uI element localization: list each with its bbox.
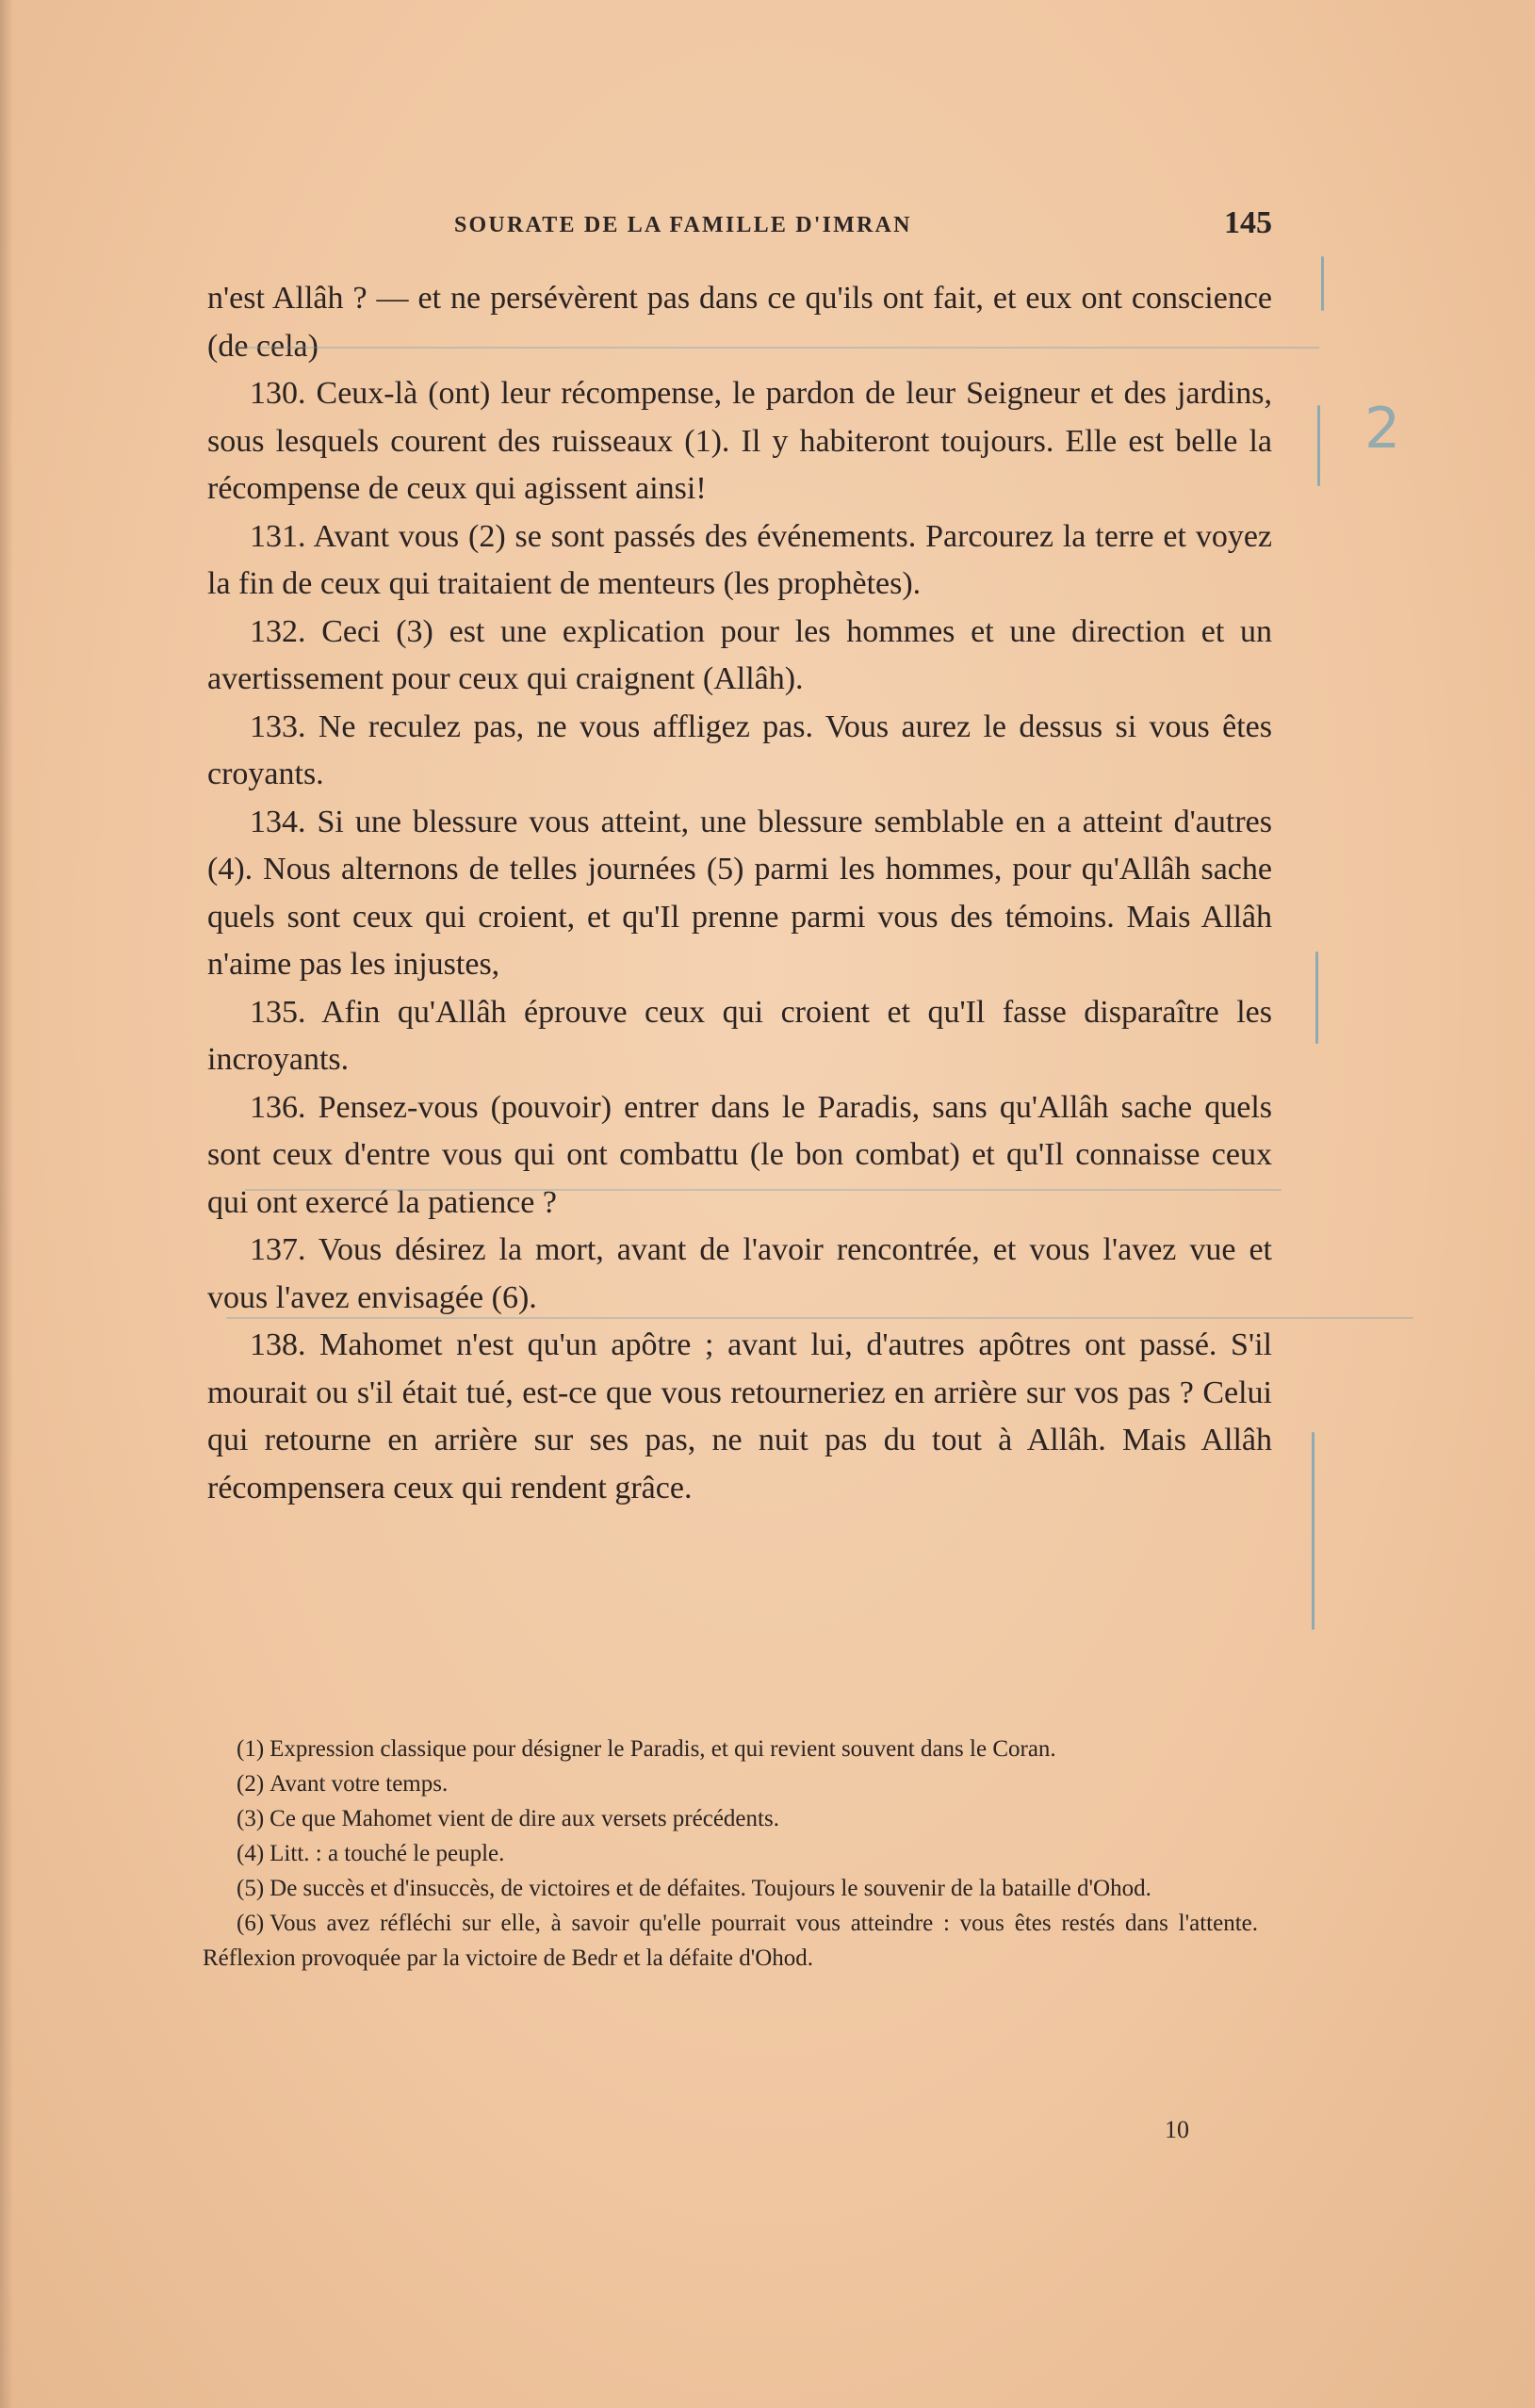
footnote-text: Ce que Mahomet vient de dire aux versets précédents. bbox=[269, 1806, 779, 1831]
verse-paragraph: 133. Ne reculez pas, ne vous affligez pas. Vous aurez le dessus si vous êtes croyants. bbox=[207, 708, 1272, 791]
verse-paragraph: 136. Pensez-vous (pouvoir) entrer dans le Paradis, sans qu'Allâh sache quels sont ceux d'entre vous qui ont combattu (le bon combat) et qu'Il connaisse ceux qui ont exercé la patience ? bbox=[207, 1089, 1272, 1220]
page-header bbox=[207, 205, 1272, 247]
footnote bbox=[203, 1836, 1258, 1871]
footnote-number: (3) bbox=[237, 1806, 265, 1831]
footnote bbox=[203, 1766, 1258, 1801]
signature-mark: 10 bbox=[1165, 2116, 1189, 2143]
verse-paragraph: 135. Afin qu'Allâh éprouve ceux qui croient et qu'Il fasse disparaître les incroyants. bbox=[207, 994, 1272, 1077]
page-edge-shadow bbox=[0, 0, 13, 2408]
margin-pencil-line bbox=[1315, 952, 1318, 1044]
footnote-number: (2) bbox=[237, 1771, 265, 1797]
footnote-text: Vous avez réfléchi sur elle, à savoir qu'elle pourrait vous atteindre : vous êtes restés dans l'attente. Réflexion provoquée par la victoire de Bedr et la défaite d'Ohod. bbox=[203, 1911, 1258, 1971]
footnote-number: (6) bbox=[237, 1911, 265, 1936]
verse-paragraph: n'est Allâh ? — et ne persévèrent pas dans ce qu'ils ont fait, et eux ont conscience (de cela) bbox=[207, 281, 1272, 364]
margin-pencil-underline bbox=[226, 1317, 1413, 1319]
footnote bbox=[203, 1801, 1258, 1836]
verse-paragraph: 132. Ceci (3) est une explication pour les hommes et une direction et un avertissement pour ceux qui craignent (Allâh). bbox=[207, 613, 1272, 696]
footnote bbox=[203, 1906, 1258, 1976]
running-title: SOURATE DE LA FAMILLE D'IMRAN bbox=[454, 213, 912, 237]
footnote bbox=[203, 1871, 1258, 1906]
footnote-number: (4) bbox=[237, 1841, 265, 1866]
margin-pencil-line bbox=[1317, 405, 1320, 486]
footnote-text: De succès et d'insuccès, de victoires et de défaites. Toujours le souvenir de la bataille d'Ohod. bbox=[269, 1876, 1151, 1901]
footnote-number: (1) bbox=[237, 1736, 265, 1762]
footnote bbox=[203, 1732, 1258, 1766]
verse-paragraph: 138. Mahomet n'est qu'un apôtre ; avant lui, d'autres apôtres ont passé. S'il mourait ou s'il était tué, est-ce que vous retourneriez en arrière sur vos pas ? Celui qui retourne en arrière sur ses pas, ne nuit pas du tout à Allâh. Mais Allâh récompensera ceux qui rendent grâce. bbox=[207, 1327, 1272, 1505]
footnote-text: Litt. : a touché le peuple. bbox=[269, 1841, 505, 1866]
verse-paragraph: 134. Si une blessure vous atteint, une blessure semblable en a atteint d'autres (4). Nous alternons de telles journées (5) parmi les hommes, pour qu'Allâh sache quels sont ceux qui croient, et qu'Il prenne parmi vous des témoins. Mais Allâh n'aime pas les injustes, bbox=[207, 804, 1272, 982]
margin-pencil-underline bbox=[245, 1189, 1282, 1191]
page-number: 145 bbox=[1224, 205, 1272, 240]
margin-note: 2 bbox=[1364, 396, 1401, 462]
margin-pencil-line bbox=[1321, 256, 1324, 311]
margin-pencil-line bbox=[1312, 1432, 1315, 1630]
footnote-text: Expression classique pour désigner le Paradis, et qui revient souvent dans le Coran. bbox=[269, 1736, 1056, 1762]
verse-paragraph: 130. Ceux-là (ont) leur récompense, le pardon de leur Seigneur et des jardins, sous lesquels courent des ruisseaux (1). Il y habiteront toujours. Elle est belle la récompense de ceux qui agissent ainsi! bbox=[207, 376, 1272, 506]
verse-text bbox=[207, 275, 1272, 1512]
footnote-text: Avant votre temps. bbox=[269, 1771, 449, 1797]
footnote-number: (5) bbox=[237, 1876, 265, 1901]
verse-paragraph: 131. Avant vous (2) se sont passés des événements. Parcourez la terre et voyez la fin de ceux qui traitaient de menteurs (les prophètes). bbox=[207, 518, 1272, 601]
margin-pencil-underline bbox=[236, 347, 1319, 349]
footnotes bbox=[203, 1732, 1258, 1976]
verse-paragraph: 137. Vous désirez la mort, avant de l'avoir rencontrée, et vous l'avez vue et vous l'avez envisagée (6). bbox=[207, 1232, 1272, 1315]
